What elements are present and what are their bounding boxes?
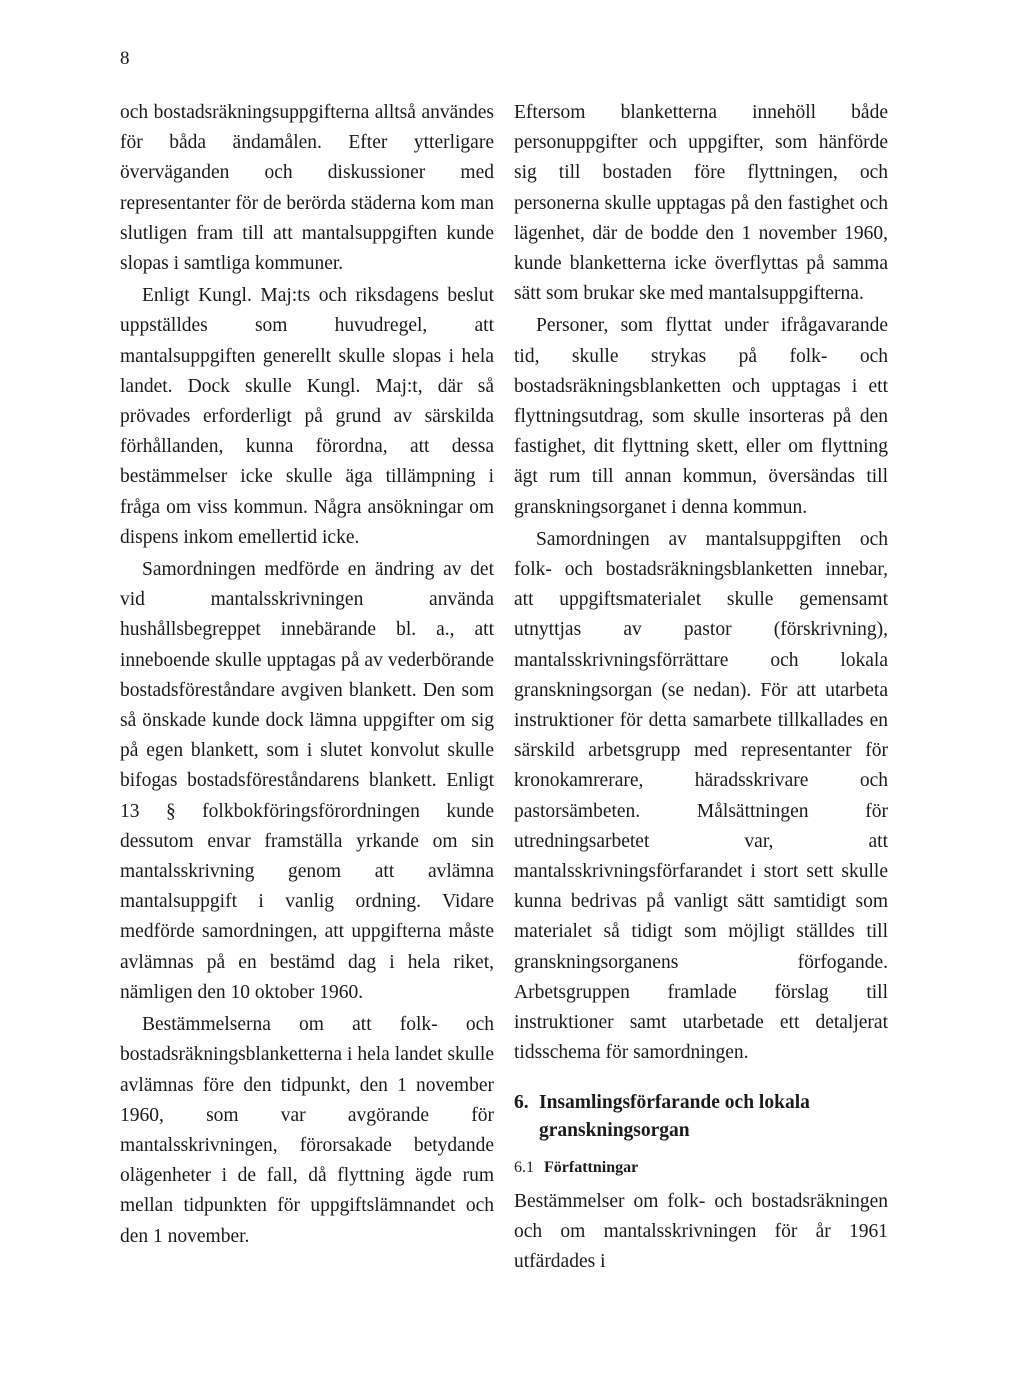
paragraph: Enligt Kungl. Maj:ts och riksdagens beslut uppställdes som huvudregel, att mantalsuppgiften generellt skulle slopas i hela landet. Dock skulle Kungl. Maj:t, där så prövades erforderligt på grund av särskilda förhållanden, kunna förordna, att dessa bestämmelser icke skulle äga tillämpning i fråga om viss kommun. Några ansökningar om dispens inkom emellertid icke. bbox=[120, 285, 494, 548]
section-number: 6. bbox=[514, 1091, 529, 1113]
subsection-number: 6.1 bbox=[514, 1158, 534, 1176]
section-title: Insamlingsförfarande och lokala granskningsorgan bbox=[539, 1091, 810, 1141]
paragraph: Bestämmelser om folk- och bostadsräkningen och om mantalsskrivningen för år 1961 utfärdades i bbox=[514, 1190, 888, 1272]
subsection-title: Författningar bbox=[544, 1158, 639, 1176]
paragraph: Samordningen av mantalsuppgiften och folk- och bostadsräkningsblanketten innebar, att uppgiftsmaterialet skulle gemensamt utnyttjas av pastor (förskrivning), mantalsskrivningsförrättare och lokala granskningsorgan (se nedan). För att utarbeta instruktioner för detta samarbete tillkallades en särskild arbetsgrupp med representanter för kronokamrerare, häradsskrivare och pastorsämbeten. Målsättningen för utredningsarbetet var, att mantalsskrivningsförfarandet i stort sett skulle kunna bedrivas på vanligt sätt samtidigt som materialet så tidigt som möjligt ställdes till granskningsorganens förfogande. Arbetsgruppen framlade förslag till instruktioner samt utarbetade ett detaljerat tidsschema för samordningen. bbox=[514, 528, 888, 1064]
section-heading bbox=[514, 1089, 888, 1145]
paragraph: Personer, som flyttat under ifrågavarande tid, skulle strykas på folk- och bostadsräkningsblanketten och upptagas i ett flyttningsutdrag, som skulle insorteras på den fastighet, dit flyttning skett, eller om flyttning ägt rum till annan kommun, översändas till granskningsorganet i denna kommun. bbox=[514, 315, 888, 518]
paragraph: Samordningen medförde en ändring av det vid mantalsskrivningen använda hushållsbegreppet innebärande bl. a., att inneboende skulle upptagas på av vederbörande bostadsföreståndare avgiven blankett. Den som så önskade kunde dock lämna uppgifter om sig på egen blankett, som i slutet konvolut skulle bifogas bostadsföreståndarens blankett. Enligt 13 § folkbokföringsförordningen kunde dessutom envar framställa yrkande om sin mantalsskrivning genom att avlämna mantalsuppgift i vanlig ordning. Vidare medförde samordningen, att uppgifterna måste avlämnas på en bestämd dag i hela riket, nämligen den 10 oktober 1960. bbox=[120, 559, 494, 1003]
page-number: 8 bbox=[120, 48, 130, 69]
left-column bbox=[120, 98, 494, 1252]
subsection-heading bbox=[514, 1157, 888, 1179]
paragraph: Bestämmelserna om att folk- och bostadsräkningsblanketterna i hela landet skulle avlämnas före den tidpunkt, den 1 november 1960, som var avgörande för mantalsskrivningen, förorsakade betydande olägenheter i de fall, då flyttning ägde rum mellan tidpunkten för uppgiftslämnandet och den 1 november. bbox=[120, 1014, 494, 1247]
paragraph: och bostadsräkningsuppgifterna alltså användes för båda ändamålen. Efter ytterligare överväganden och diskussioner med representanter för de berörda städerna kom man slutligen fram till att mantalsuppgiften kunde slopas i samtliga kommuner. bbox=[120, 102, 494, 275]
paragraph: Eftersom blanketterna innehöll både personuppgifter och uppgifter, som hänförde sig till bostaden före flyttningen, och personerna skulle upptagas på den fastighet och lägenhet, där de bodde den 1 november 1960, kunde blanketterna icke överflyttas på samma sätt som brukar ske med mantalsuppgifterna. bbox=[514, 102, 888, 305]
right-column bbox=[514, 98, 888, 1277]
